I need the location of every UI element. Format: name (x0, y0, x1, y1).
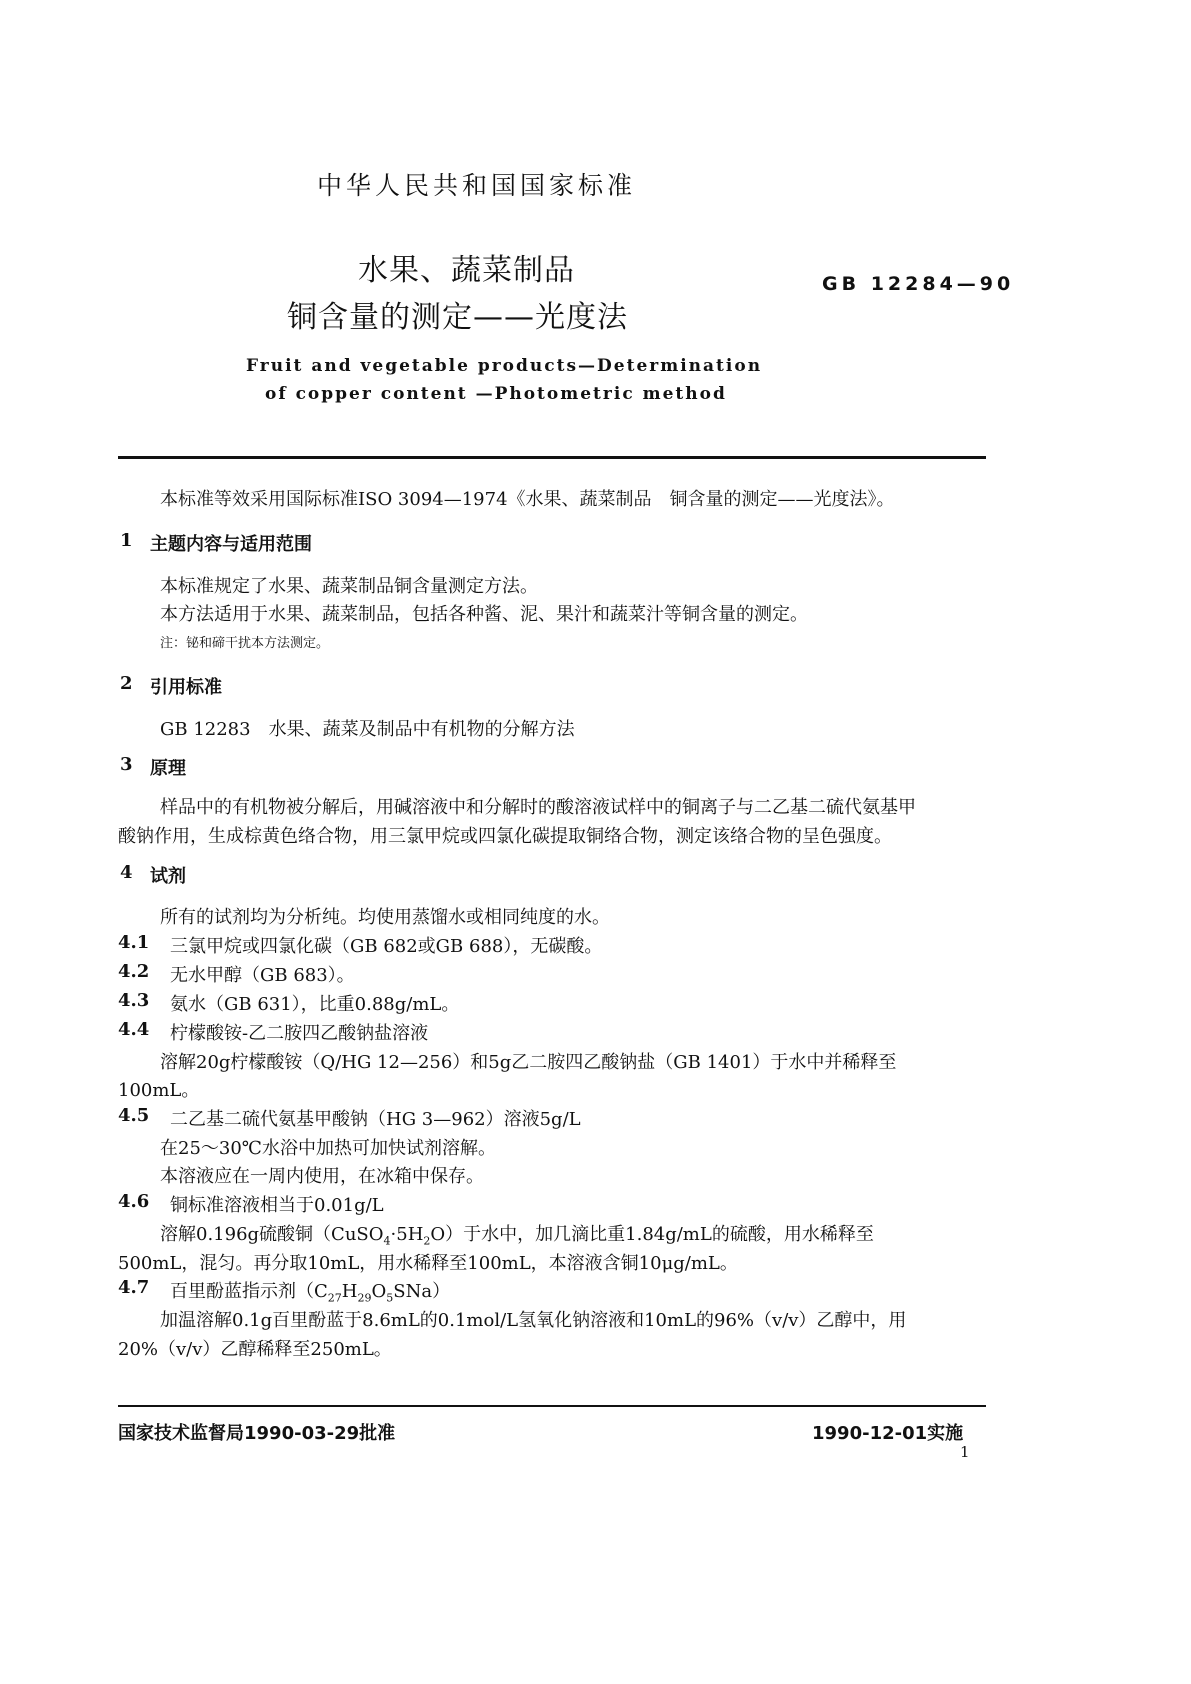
page-number: 1 (960, 1443, 970, 1461)
item-4-7-number: 4.7 (118, 1277, 150, 1298)
item-4-6-number: 4.6 (118, 1191, 150, 1212)
item-4-6-subscript-2: 2 (423, 1234, 431, 1248)
item-4-3-number: 4.3 (118, 990, 150, 1011)
item-4-7-subscript-1: 27 (327, 1291, 342, 1305)
item-4-4-paragraph-line-1: 溶解20g柠檬酸铵（Q/HG 12—256）和5g乙二胺四乙酸钠盐（GB 1401）于水中并稀释至 (160, 1052, 897, 1073)
item-4-5-text: 二乙基二硫代氨基甲酸钠（HG 3—962）溶液5g/L (170, 1109, 581, 1130)
item-4-6-text-c: O）于水中，加几滴比重1.84g/mL的硫酸，用水稀释至 (430, 1224, 874, 1245)
section-4-number: 4 (120, 862, 133, 883)
item-4-2-number: 4.2 (118, 961, 150, 982)
standard-code: GB 12284—90 (822, 273, 1015, 295)
section-1-note: 注：铋和碲干扰本方法测定。 (160, 636, 330, 651)
item-4-7-subscript-2: 29 (357, 1291, 372, 1305)
footer-divider (118, 1405, 986, 1407)
item-4-6-text: 铜标准溶液相当于0.01g/L (170, 1195, 384, 1216)
item-4-3-text: 氨水（GB 631），比重0.88g/mL。 (170, 994, 460, 1015)
section-2-number: 2 (120, 673, 133, 694)
item-4-6-subscript-1: 4 (383, 1234, 391, 1248)
item-4-4-paragraph-line-2: 100mL。 (118, 1080, 200, 1101)
english-title-line-2: of copper content —Photometric method (265, 384, 727, 404)
section-4-title: 试剂 (150, 866, 186, 887)
item-4-4-number: 4.4 (118, 1019, 150, 1040)
item-4-7-text-b: H (341, 1281, 358, 1302)
item-4-6-paragraph-line-1 (160, 1220, 874, 1248)
item-4-1-number: 4.1 (118, 932, 150, 953)
section-3-number: 3 (120, 754, 133, 775)
item-4-1-text: 三氯甲烷或四氯化碳（GB 682或GB 688），无碳酸。 (170, 936, 603, 957)
item-4-5-number: 4.5 (118, 1105, 150, 1126)
section-2-reference: GB 12283 水果、蔬菜及制品中有机物的分解方法 (160, 719, 575, 740)
item-4-7-text-d: SNa） (393, 1281, 451, 1302)
title-divider (118, 456, 986, 459)
section-1-paragraph-1: 本标准规定了水果、蔬菜制品铜含量测定方法。 (160, 576, 538, 597)
section-3-title: 原理 (150, 758, 186, 779)
item-4-2-text: 无水甲醇（GB 683）。 (170, 965, 355, 986)
approval-date: 国家技术监督局1990-03-29批准 (118, 1423, 396, 1444)
english-title-line-1: Fruit and vegetable products—Determination (246, 356, 763, 376)
item-4-7-text-a: 百里酚蓝指示剂（C (170, 1281, 328, 1302)
section-1-title: 主题内容与适用范围 (150, 534, 312, 555)
title-line-1: 水果、蔬菜制品 (358, 253, 575, 288)
section-3-paragraph-line-2: 酸钠作用，生成棕黄色络合物，用三氯甲烷或四氯化碳提取铜络合物，测定该络合物的呈色强度。 (118, 826, 892, 847)
item-4-7-subscript-3: 5 (386, 1291, 394, 1305)
item-4-6-text-a: 溶解0.196g硫酸铜（CuSO (160, 1224, 384, 1245)
item-4-5-paragraph-2: 本溶液应在一周内使用，在冰箱中保存。 (160, 1166, 484, 1187)
intro-paragraph: 本标准等效采用国际标准ISO 3094—1974《水果、蔬菜制品 铜含量的测定——光度法》。 (160, 489, 895, 510)
item-4-7-paragraph-line-1: 加温溶解0.1g百里酚蓝于8.6mL的0.1mol/L氢氧化钠溶液和10mL的96%（v/v）乙醇中，用 (160, 1310, 907, 1331)
effective-date: 1990-12-01实施 (812, 1423, 964, 1444)
item-4-4-text: 柠檬酸铵-乙二胺四乙酸钠盐溶液 (170, 1023, 429, 1044)
section-1-paragraph-2: 本方法适用于水果、蔬菜制品，包括各种酱、泥、果汁和蔬菜汁等铜含量的测定。 (160, 604, 808, 625)
section-4-intro: 所有的试剂均为分析纯。均使用蒸馏水或相同纯度的水。 (160, 907, 610, 928)
national-standard-header: 中华人民共和国国家标准 (317, 171, 637, 200)
item-4-6-paragraph-line-2: 500mL，混匀。再分取10mL，用水稀释至100mL，本溶液含铜10μg/mL。 (118, 1253, 738, 1274)
item-4-7-paragraph-line-2: 20%（v/v）乙醇稀释至250mL。 (118, 1339, 392, 1360)
item-4-7-text-c: O (371, 1281, 387, 1302)
item-4-6-text-b: ·5H (390, 1224, 424, 1245)
section-1-number: 1 (120, 530, 133, 551)
item-4-5-paragraph-1: 在25～30℃水浴中加热可加快试剂溶解。 (160, 1138, 496, 1159)
item-4-7-text (170, 1277, 450, 1305)
section-3-paragraph-line-1: 样品中的有机物被分解后，用碱溶液中和分解时的酸溶液试样中的铜离子与二乙基二硫代氨基甲 (160, 797, 916, 818)
section-2-title: 引用标准 (150, 677, 222, 698)
title-line-2: 铜含量的测定——光度法 (287, 300, 628, 335)
